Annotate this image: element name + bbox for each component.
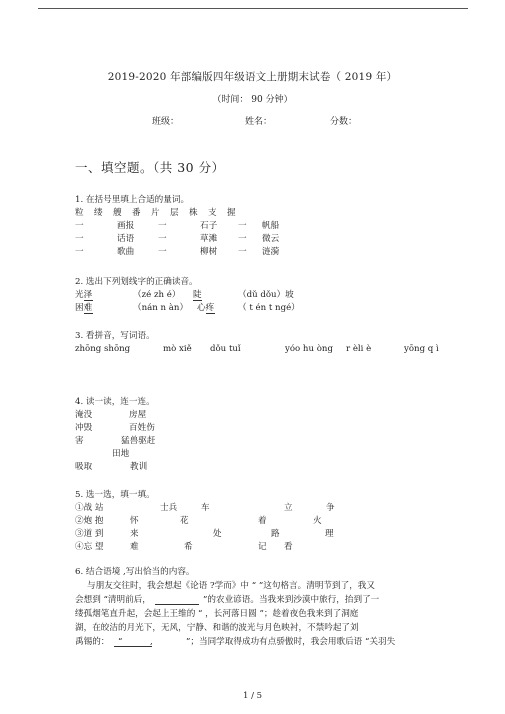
q4-left-item: 冲毁 (75, 423, 93, 433)
q4-right-item: 教训 (130, 462, 148, 472)
q1-cell: 一 (238, 221, 247, 231)
q4-right-item: 百姓伤 (129, 423, 155, 433)
q4-right-item: 房屋 (129, 410, 147, 420)
q1-cell: 一 (238, 234, 247, 244)
q6-text-line: ”的农业谚语。当我来到沙漠中旅行，抬到了一 (203, 595, 380, 605)
q2-word-kunnan: 困难 (75, 303, 93, 313)
underline-mark (206, 313, 215, 314)
q1-word: 粒 (75, 208, 84, 218)
underline-mark (193, 300, 202, 301)
q5-word: 看 (284, 542, 293, 552)
q5-word: 争 (326, 503, 335, 513)
q2-pinyin-choice: （dǔ dǒu）坡 (238, 290, 294, 300)
score-label: 分数： (330, 117, 358, 127)
q3-pinyin: zhōng shōng (75, 344, 131, 354)
q1-cell: 一 (75, 221, 84, 231)
q6-text-line: ”；当同学取得成功有点骄傲时，我会用歌后语 “关羽失 (186, 637, 396, 647)
section-1-title: 一、填空题。（共 30 分） (75, 160, 225, 175)
q5-word: 怀 (130, 516, 139, 526)
q5-word: 记 (258, 542, 267, 552)
q6-text-line: 与朋友交往时，我会想起《论语 ?学而》中 “ ”这句格言。清明节到了，我又 (87, 581, 375, 591)
q1-cell: 话语 (117, 234, 135, 244)
q6-text-line: “ (118, 637, 123, 647)
q3-pinyin: mò xiě (163, 344, 192, 354)
q1-cell: 一 (158, 234, 167, 244)
name-label: 姓名： (245, 117, 273, 127)
q1-prompt: 1. 在括号里填上合适的量词。 (75, 195, 190, 205)
q1-word: 片 (151, 208, 160, 218)
q1-cell: 柳树 (200, 247, 218, 257)
q1-cell: 微云 (262, 234, 280, 244)
q5-word: 处 (213, 529, 222, 539)
page-number: 1 / 5 (242, 691, 263, 701)
q5-word: 花 (180, 516, 189, 526)
q1-word: 握 (227, 208, 236, 218)
q1-cell: 一 (238, 247, 247, 257)
q5-word: 难 (130, 542, 139, 552)
q5-char-pair: ④忘 望 (75, 542, 104, 552)
q6-text-line: 湖，在皎洁的月光下，无风，宁静、和谐的波光与月色映衬，不禁吟起了刘 (75, 623, 359, 633)
q5-char-pair: ③道 到 (75, 529, 104, 539)
q1-cell: 帆船 (262, 221, 280, 231)
q1-cell: 画报 (117, 221, 135, 231)
q4-left-item: 吸取 (75, 462, 93, 472)
q1-word: 株 (189, 208, 198, 218)
q1-word: 支 (208, 208, 217, 218)
q3-prompt: 3. 看拼音，写词语。 (75, 331, 155, 341)
answer-blank (114, 646, 152, 647)
underline-mark (84, 313, 93, 314)
q5-word: 希 (184, 542, 193, 552)
q1-cell: 涟漪 (262, 247, 280, 257)
q1-word: 艘 (113, 208, 122, 218)
q6-text-line: 禹锡的： (75, 637, 110, 647)
q6-text-line: 缕孤烟笔直升起，会起上王维的 “ ，长河落日圆 ”；趁着夜色我来到了洞庭 (75, 609, 359, 619)
q1-word: 缕 (94, 208, 103, 218)
q5-word: 立 (284, 503, 293, 513)
q1-cell: 一 (75, 247, 84, 257)
q5-prompt: 5. 选一选，填一填。 (75, 490, 155, 500)
q2-pinyin-choice: （nán n àn） (133, 303, 189, 313)
q2-word-xinteng: 心疼 (197, 303, 215, 313)
q4-left-item: 淹没 (75, 410, 93, 420)
q1-cell: 一 (75, 234, 84, 244)
q4-right-item: 田地 (112, 449, 130, 459)
q3-pinyin: r èli è (346, 344, 372, 354)
q6-text-line: 会想到 “清明前后， (75, 595, 151, 605)
q1-word: 番 (132, 208, 141, 218)
q2-prompt: 2. 选出下列划线字的正确读音。 (75, 277, 198, 287)
q3-pinyin: dǒu tuǐ (210, 344, 241, 354)
q5-word: 着 (258, 516, 267, 526)
q1-cell: 草滩 (200, 234, 218, 244)
exam-title: 2019-2020 年部编版四年级语文上册期末试卷（ 2019 年） (107, 71, 398, 83)
q1-word: 层 (170, 208, 179, 218)
q1-cell: 一 (158, 247, 167, 257)
q6-text-line: , (150, 637, 153, 647)
q5-word: 士兵 (160, 503, 178, 513)
answer-blank (155, 604, 199, 605)
class-label: 班级： (152, 117, 180, 127)
q2-word-guangze: 光泽 (75, 290, 93, 300)
exam-time: （时间： 90 分钟） (212, 95, 293, 105)
q2-word-dou: 陡 (193, 290, 202, 300)
q5-char-pair: ①战 站 (75, 503, 104, 513)
q4-left-item: 害 (75, 436, 84, 446)
q5-word: 车 (201, 503, 210, 513)
q1-cell: 歌曲 (117, 247, 135, 257)
q2-pinyin-choice: （zé zh é） (133, 290, 181, 300)
q1-cell: 石子 (200, 221, 218, 231)
q5-word: 路 (271, 529, 280, 539)
q5-word: 火 (313, 516, 322, 526)
q2-pinyin-choice: （ t én t ngé） (238, 303, 300, 313)
q1-cell: 一 (158, 221, 167, 231)
q3-pinyin: yōng q ì (404, 344, 439, 354)
q5-word: 来 (130, 529, 139, 539)
q4-right-item: 猛兽驱赶 (121, 436, 156, 446)
q6-prompt: 6. 结合语境 ,写出恰当的内容。 (75, 567, 195, 577)
underline-mark (84, 300, 93, 301)
q5-char-pair: ②炮 抱 (75, 516, 104, 526)
q4-prompt: 4. 读一读，连一连。 (75, 397, 155, 407)
q3-pinyin: yóo hu òng (285, 344, 333, 354)
top-rule (38, 8, 468, 9)
q5-word: 理 (325, 529, 334, 539)
